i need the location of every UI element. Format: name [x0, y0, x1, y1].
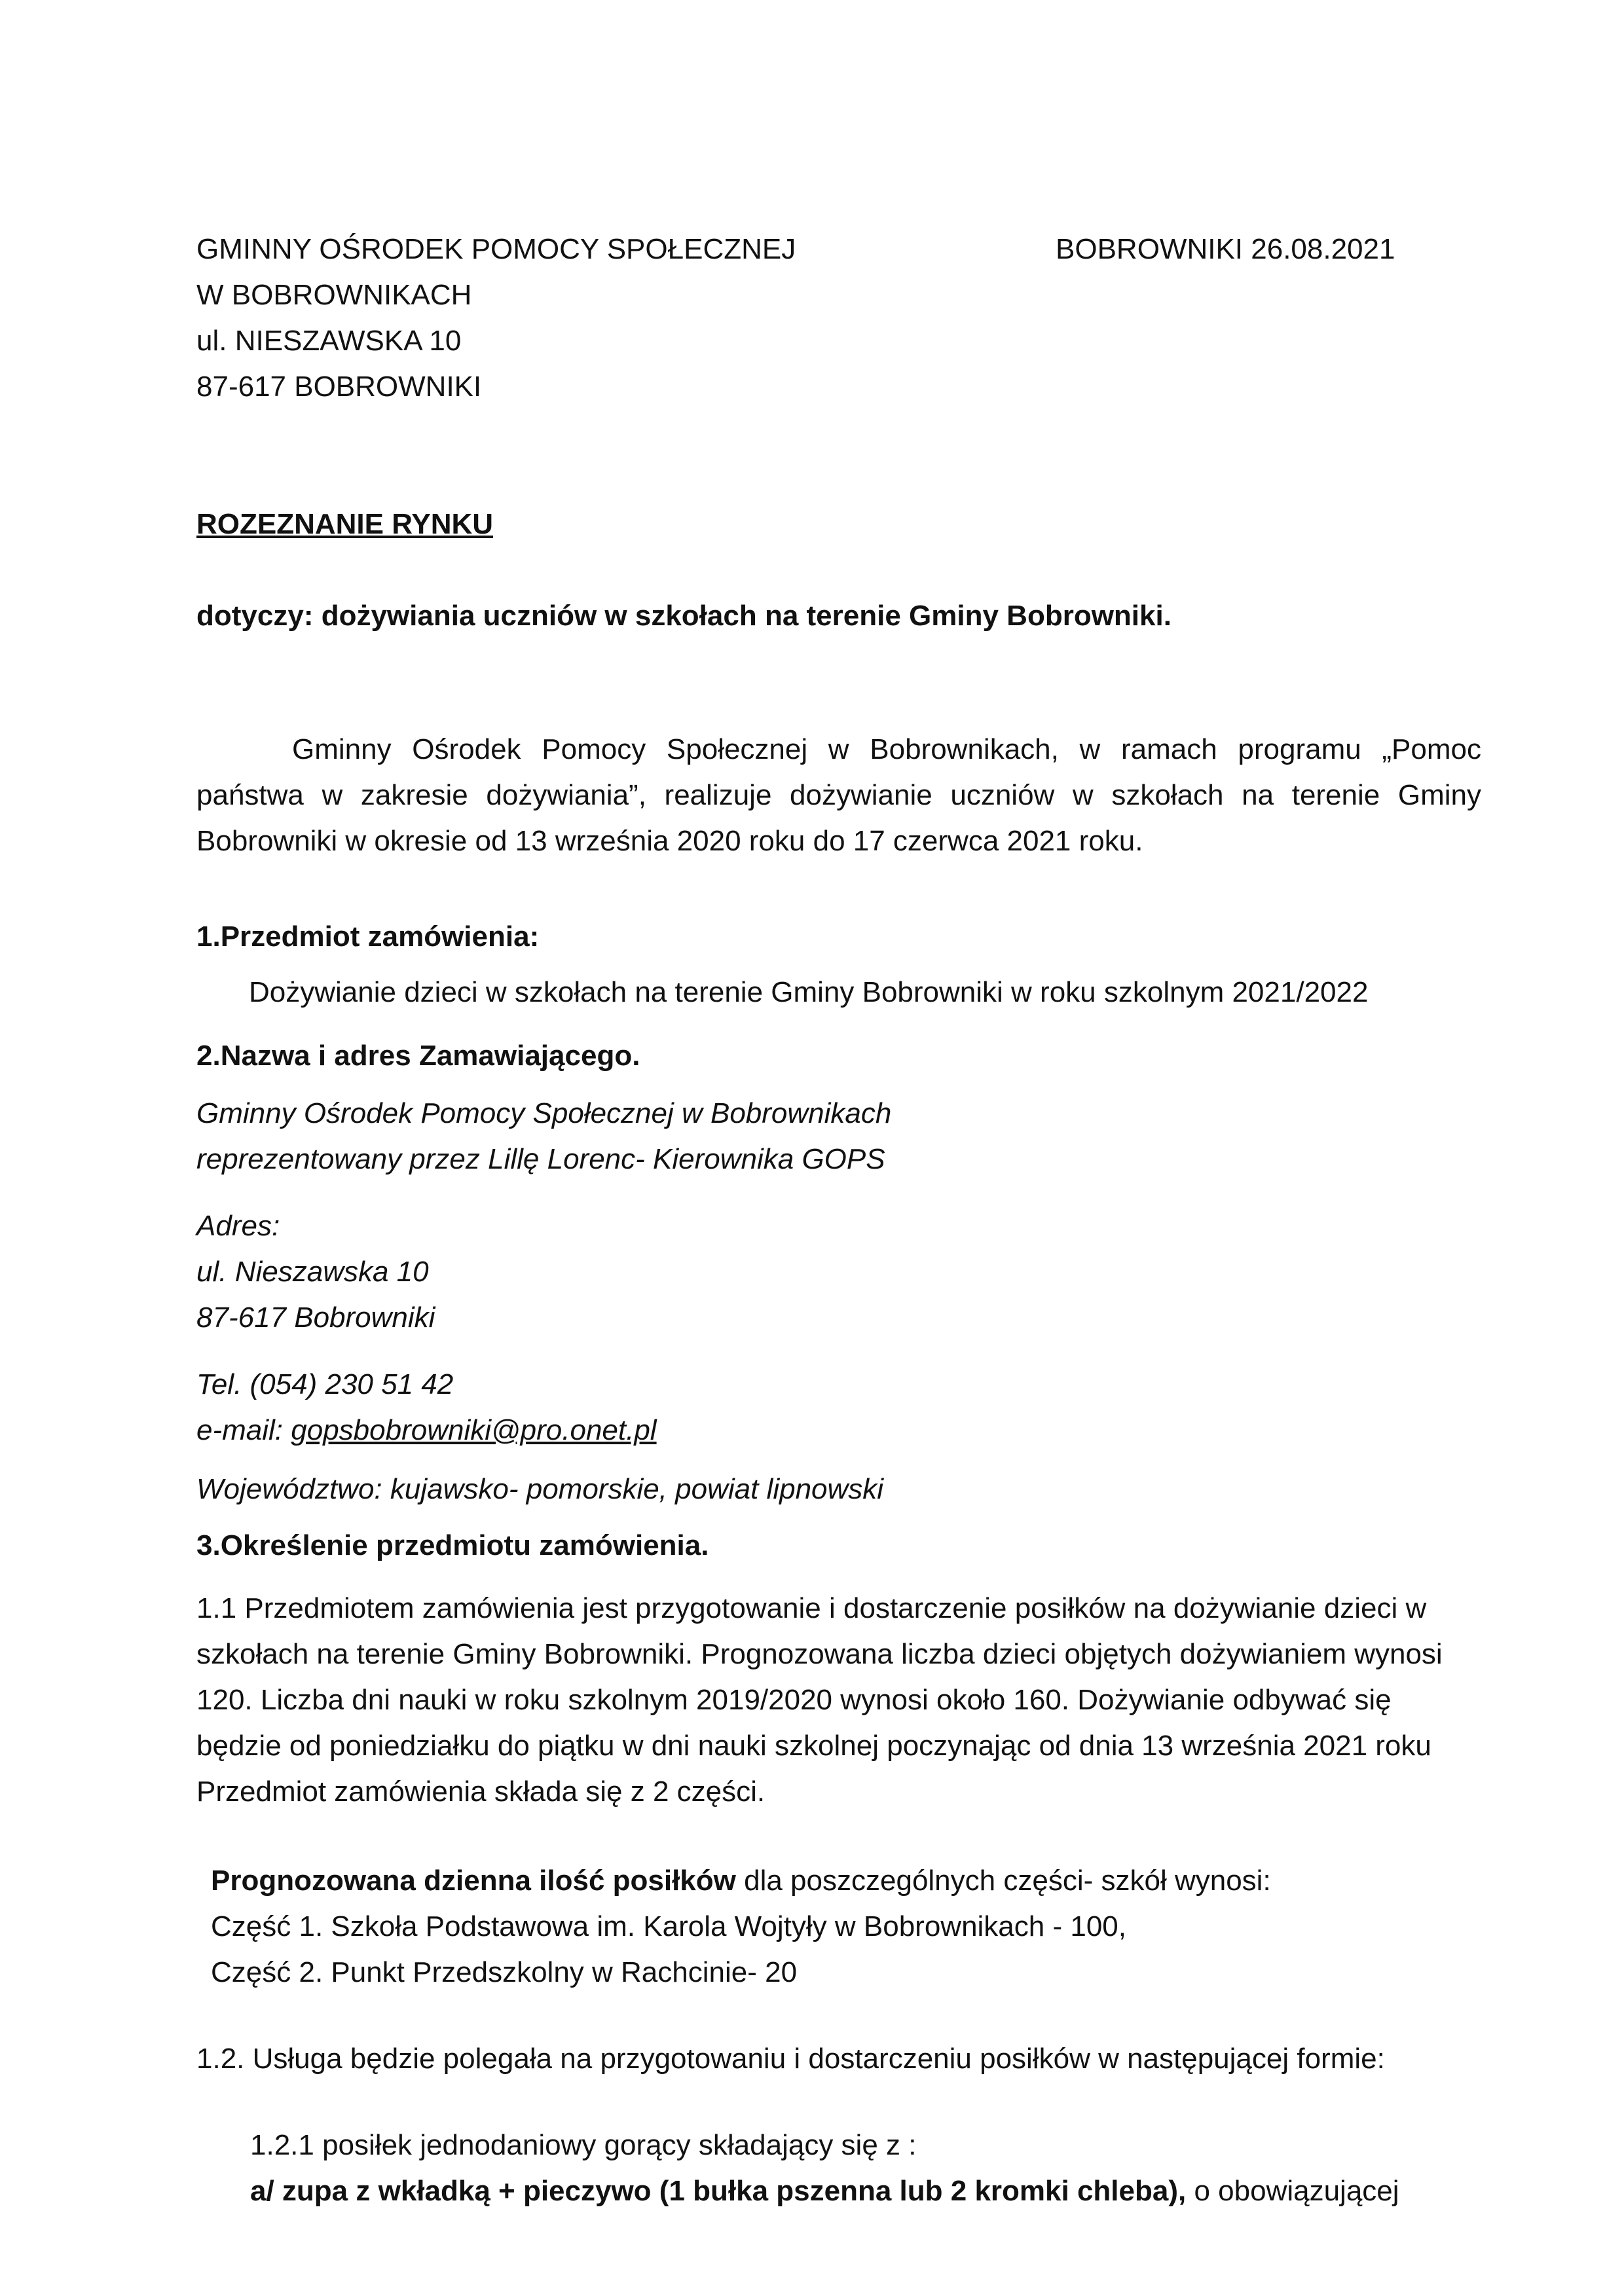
- email-link[interactable]: gopsbobrowniki@pro.onet.pl: [291, 1414, 657, 1446]
- address-street: ul. Nieszawska 10: [196, 1256, 429, 1288]
- intro-line-1: Gminny Ośrodek Pomocy Społecznej w Bobrownikach, w ramach programu „Pomoc: [292, 733, 1481, 765]
- contracting-authority-name: Gminny Ośrodek Pomocy Społecznej w Bobrownikach: [196, 1097, 892, 1129]
- org-address-street: ul. NIESZAWSKA 10: [196, 325, 462, 357]
- subject-line: dotyczy: dożywiania uczniów w szkołach na terenie Gminy Bobrowniki.: [196, 600, 1172, 632]
- meal-option-a-rest: o obowiązującej: [1186, 2175, 1399, 2207]
- section3-heading: 3.Określenie przedmiotu zamówienia.: [196, 1529, 709, 1561]
- org-name-line2: W BOBROWNIKACH: [196, 279, 472, 311]
- section3-p121: 1.2.1 posiłek jednodaniowy gorący składający się z :: [250, 2129, 917, 2161]
- section3-p1-line3: 120. Liczba dni nauki w roku szkolnym 2019/2020 wynosi około 160. Dożywianie odbywać się: [196, 1684, 1392, 1716]
- part-2-line: Część 2. Punkt Przedszkolny w Rachcinie- 20: [211, 1956, 798, 1988]
- section1-heading: 1.Przedmiot zamówienia:: [196, 920, 540, 953]
- section3-p121a: [250, 2175, 1399, 2208]
- address-city: 87-617 Bobrowniki: [196, 1302, 435, 1334]
- section3-p1-line2: szkołach na terenie Gminy Bobrowniki. Prognozowana liczba dzieci objętych dożywianiem wynosi: [196, 1638, 1443, 1670]
- org-address-city: 87-617 BOBROWNIKI: [196, 371, 482, 403]
- place-date: BOBROWNIKI 26.08.2021: [1056, 233, 1395, 265]
- forecast-bold: Prognozowana dzienna ilość posiłków: [211, 1865, 736, 1897]
- meal-option-a-bold: a/ zupa z wkładką + pieczywo (1 bułka pszenna lub 2 kromki chleba),: [250, 2175, 1187, 2207]
- region-line: Województwo: kujawsko- pomorskie, powiat lipnowski: [196, 1473, 884, 1505]
- forecast-rest: dla poszczególnych części- szkół wynosi:: [735, 1865, 1271, 1897]
- email-label: e-mail:: [196, 1414, 291, 1446]
- section1-text: Dożywianie dzieci w szkołach na terenie Gminy Bobrowniki w roku szkolnym 2021/2022: [249, 976, 1369, 1008]
- forecast-line: [211, 1865, 1271, 1898]
- phone-number: Tel. (054) 230 51 42: [196, 1368, 454, 1400]
- document-title: ROZEZNANIE RYNKU: [196, 508, 494, 540]
- part-1-line: Część 1. Szkoła Podstawowa im. Karola Wojtyły w Bobrownikach - 100,: [211, 1910, 1126, 1942]
- org-name-line1: GMINNY OŚRODEK POMOCY SPOŁECZNEJ: [196, 233, 796, 265]
- section3-p12: 1.2. Usługa będzie polegała na przygotowaniu i dostarczeniu posiłków w następującej formie:: [196, 2043, 1385, 2075]
- section3-p1-line5: Przedmiot zamówienia składa się z 2 części.: [196, 1776, 766, 1808]
- intro-line-3: Bobrowniki w okresie od 13 września 2020 roku do 17 czerwca 2021 roku.: [196, 825, 1143, 857]
- email-line: [196, 1414, 657, 1448]
- contracting-authority-representative: reprezentowany przez Lillę Lorenc- Kierownika GOPS: [196, 1143, 885, 1175]
- intro-line-2: państwa w zakresie dożywiania”, realizuje dożywianie uczniów w szkołach na terenie Gminy: [196, 779, 1481, 811]
- section3-p1-line4: będzie od poniedziałku do piątku w dni nauki szkolnej poczynając od dnia 13 września 2021 roku: [196, 1730, 1431, 1762]
- section3-p1-line1: 1.1 Przedmiotem zamówienia jest przygotowanie i dostarczenie posiłków na dożywianie dzieci w: [196, 1592, 1427, 1624]
- address-label: Adres:: [196, 1210, 280, 1242]
- section2-heading: 2.Nazwa i adres Zamawiającego.: [196, 1040, 640, 1072]
